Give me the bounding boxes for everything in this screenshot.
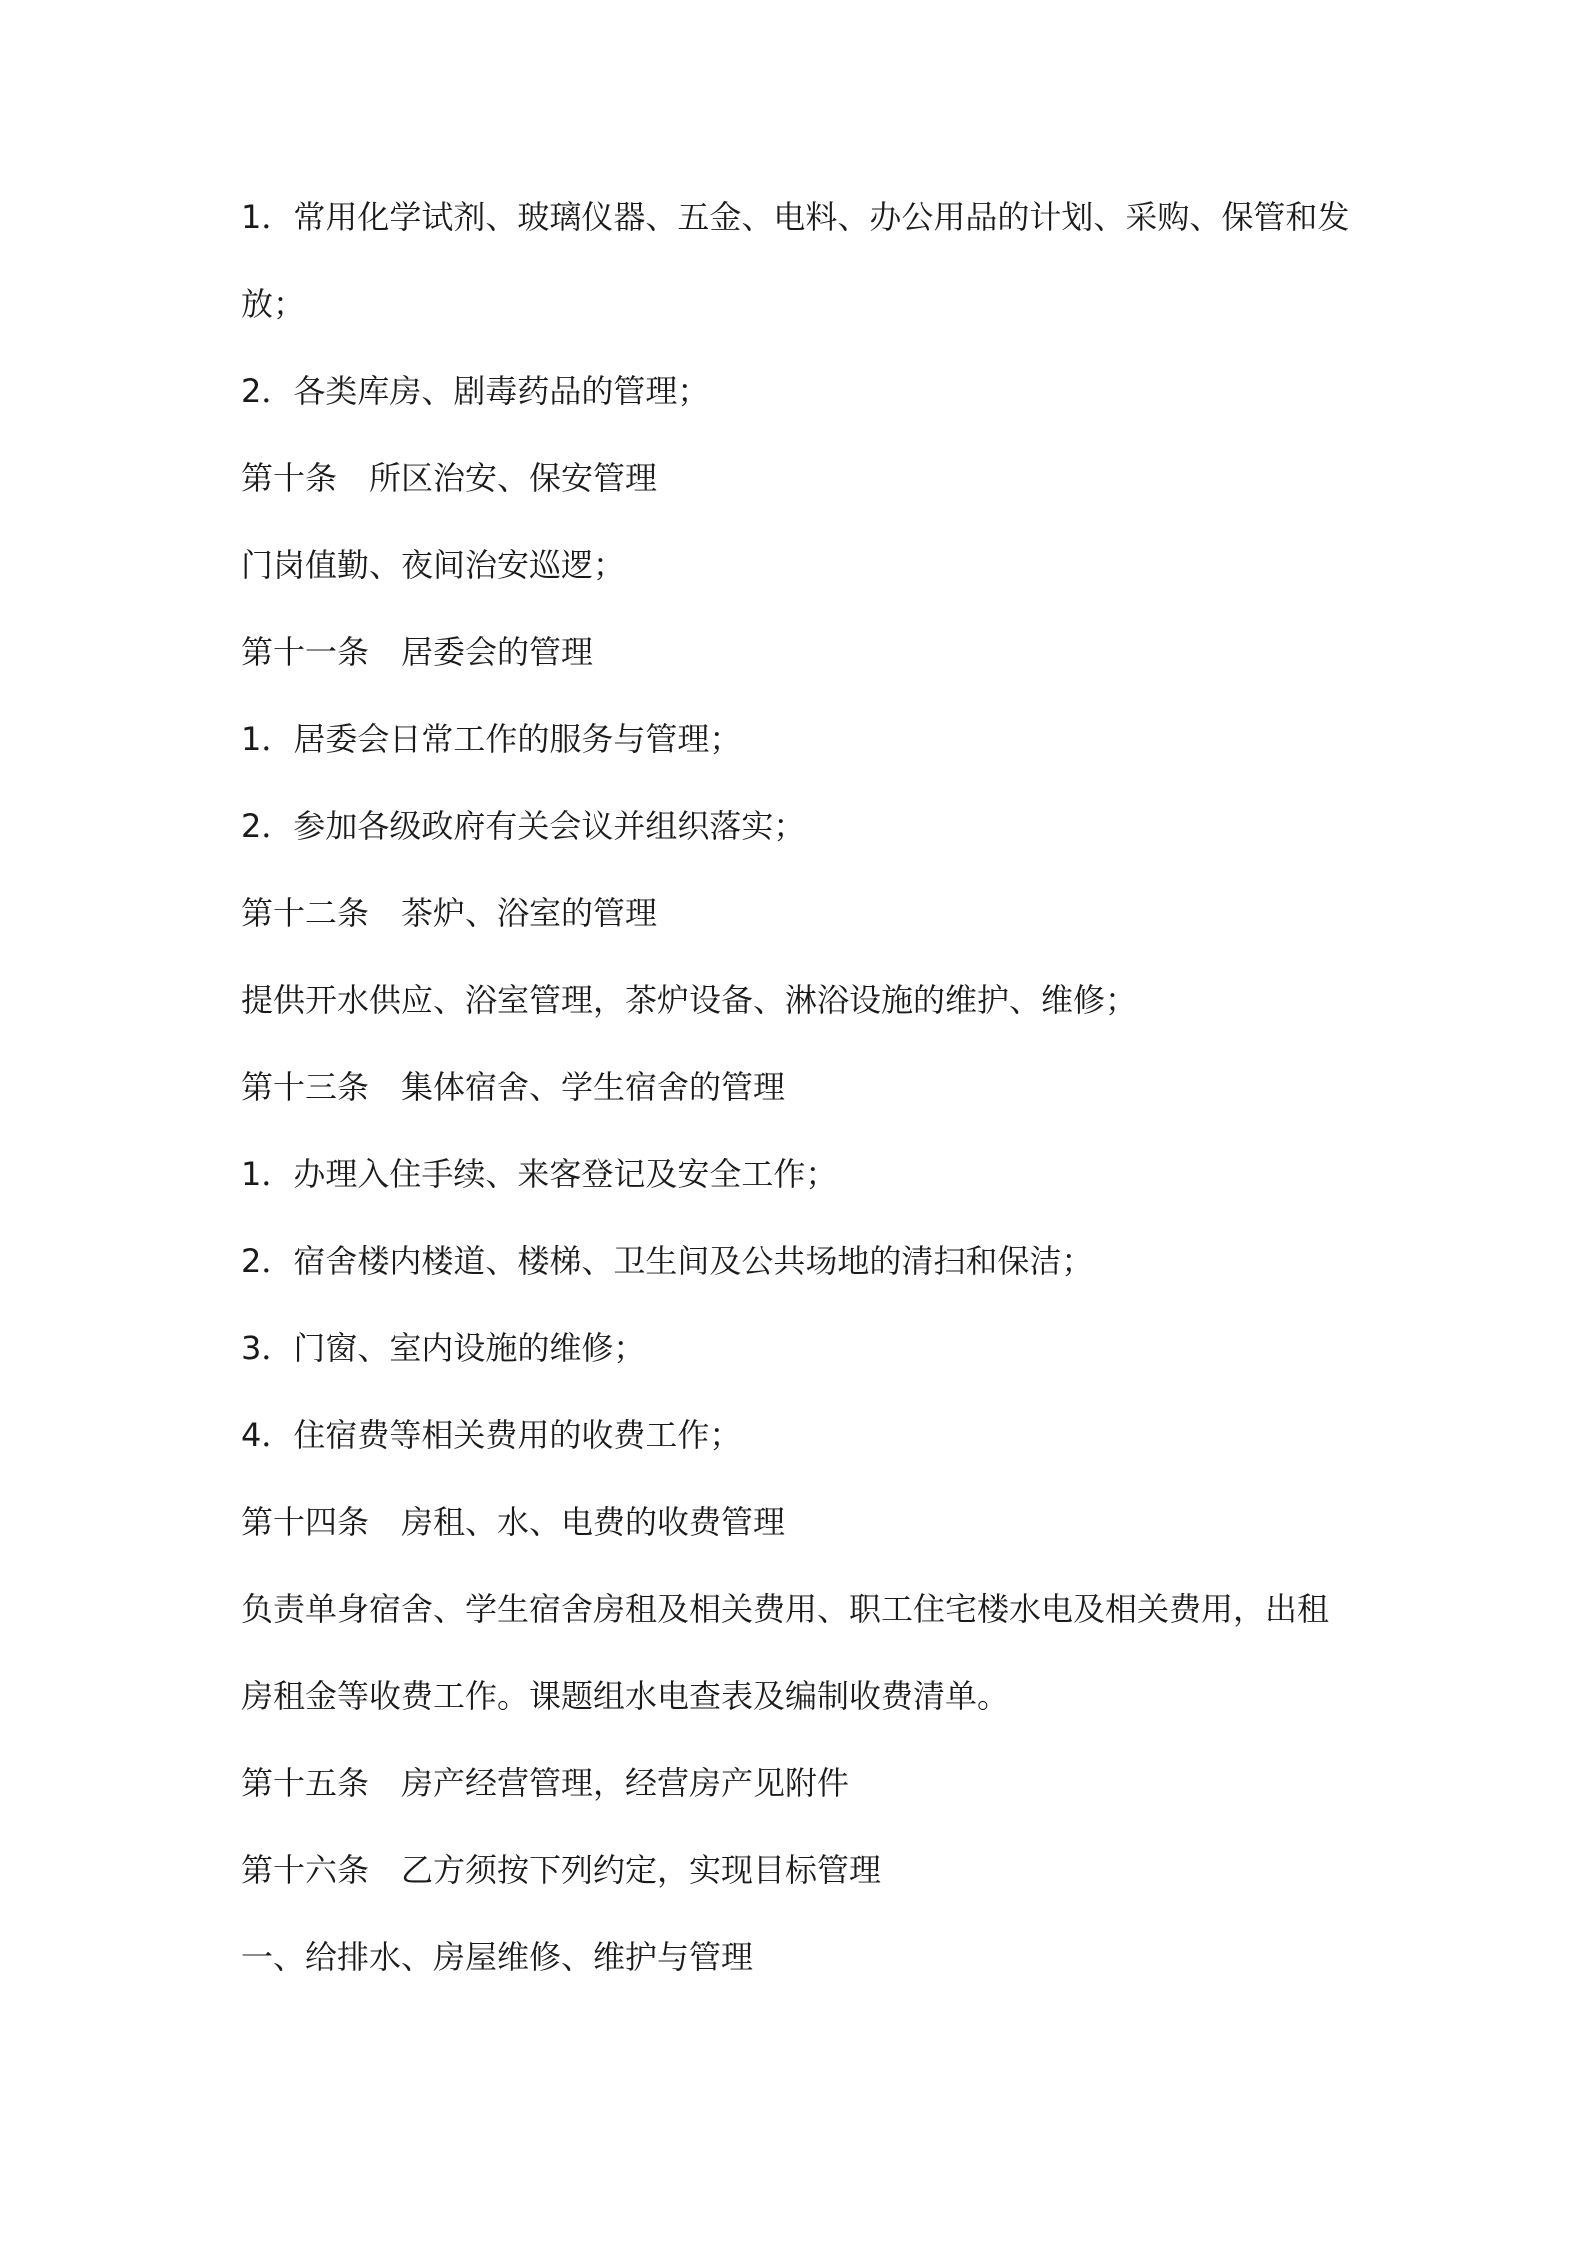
article-14-heading: 第十四条 房租、水、电费的收费管理	[241, 1503, 786, 1541]
text-line-item-1-part-1: 1．常用化学试剂、玻璃仪器、五金、电料、办公用品的计划、采购、保管和发	[241, 198, 1350, 236]
article-13-item-1: 1．办理入住手续、来客登记及安全工作；	[241, 1155, 838, 1193]
article-13-heading: 第十三条 集体宿舍、学生宿舍的管理	[241, 1068, 786, 1106]
article-14-body-part-1: 负责单身宿舍、学生宿舍房租及相关费用、职工住宅楼水电及相关费用，出租	[241, 1590, 1330, 1628]
article-10-heading: 第十条 所区治安、保安管理	[241, 459, 658, 497]
article-16-heading: 第十六条 乙方须按下列约定，实现目标管理	[241, 1851, 882, 1889]
article-12-body: 提供开水供应、浴室管理，茶炉设备、淋浴设施的维护、维修；	[241, 981, 1138, 1019]
article-12-heading: 第十二条 茶炉、浴室的管理	[241, 894, 658, 932]
article-11-heading: 第十一条 居委会的管理	[241, 633, 594, 671]
section-1-heading: 一、给排水、房屋维修、维护与管理	[241, 1938, 754, 1976]
article-13-item-4: 4．住宿费等相关费用的收费工作；	[241, 1416, 742, 1454]
text-line-item-2: 2．各类库房、剧毒药品的管理；	[241, 372, 710, 410]
article-13-item-2: 2．宿舍楼内楼道、楼梯、卫生间及公共场地的清扫和保洁；	[241, 1242, 1094, 1280]
article-10-body: 门岗值勤、夜间治安巡逻；	[241, 546, 626, 584]
article-11-item-1: 1．居委会日常工作的服务与管理；	[241, 720, 742, 758]
text-line-item-1-part-2: 放；	[241, 285, 306, 323]
article-14-body-part-2: 房租金等收费工作。课题组水电查表及编制收费清单。	[241, 1677, 1010, 1715]
article-13-item-3: 3．门窗、室内设施的维修；	[241, 1329, 646, 1367]
article-11-item-2: 2．参加各级政府有关会议并组织落实；	[241, 807, 806, 845]
article-15-heading: 第十五条 房产经营管理，经营房产见附件	[241, 1764, 850, 1802]
